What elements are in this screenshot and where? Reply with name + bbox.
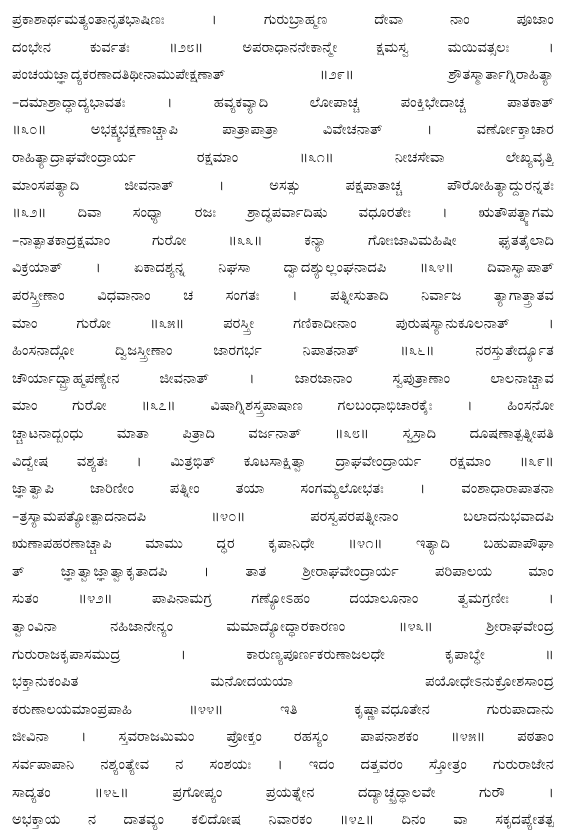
text-line: ಸಾದ್ಯತಂ ॥೪೬॥ ಪ್ರಗೋಪ್ಯಂ ಪ್ರಯತ್ನೇನ ದದ್ಯಾಚ್ಛ್ರದ್ಧಾಲವೇ ಗುರೌ । [12,783,554,801]
text-line: –ತ್ರಸ್ಯಾಮಪತ್ಯೋತ್ಪಾದನಾದಪಿ ॥೪೦॥ ಪರಸ್ವಪರಪತ್ನೀನಾಂ ಬಲಾದನುಭವಾದಪಿ [12,507,554,525]
text-line: ದಂಭೇನ ಕುರ್ವತಃ ॥೨೮॥ ಅಪರಾಧಾನನೇಕಾನ್ಮೇ ಕ್ಷಮಸ್ವ ಮಯಿವತ್ಸಲಃ । [12,38,554,56]
text-line: ಗುರುರಾಜಕೃಪಾಸಮುದ್ರ । ಕಾರುಣ್ಯಪೂರ್ಣಕರುಣಾಜಲಧೇ ಕೃಪಾಬ್ಧೇ ॥ [12,645,554,663]
text-line: ರಾಹಿತ್ಯಾದ್ರಾಘವೇಂದ್ರಾರ್ಯ ರಕ್ಷಮಾಂ ॥೩೧॥ ನೀಚಸೇವಾ ಲೇಖ್ಯವೃತ್ತಿ [12,148,554,166]
text-line: ವಿಕ್ರಯಾತ್ । ಏಕಾದಶ್ಯನ್ನ ನಿಘಸಾ ದ್ವಾದಶ್ಯುಲ್ಲಂಘನಾದಪಿ ॥೩೪॥ ದಿವಾಸ್ವಾಪಾತ್ [12,259,554,277]
text-line: ಚ್ಚಾಟನಾದ್ಬಂಧು ಮಾತಾ ಪಿತ್ರಾದಿ ವರ್ಜನಾತ್ ॥೩೮॥ ಸ್ವಸ್ರಾದಿ ದೂಷಣಾತ್ಪತ್ನೀಪತಿ [12,424,554,442]
text-line: ಪ್ರಕಾಶಾರ್ಥಮತ್ಯಂತಾನೃತಭಾಷಿಣಃ । ಗುರುಬ್ರಾಹ್ಮಣ ದೇವಾ ನಾಂ ಪೂಜಾಂ [12,11,554,28]
text-line: ಜೀವಿನಾ । ಸ್ತವರಾಜಮಿಮಂ ಪ್ರೋಕ್ತಂ ರಹಸ್ಯಂ ಪಾಪನಾಶಕಂ ॥೪೫॥ ಪಠತಾಂ [12,728,554,746]
text-line: ತ್ವಾಂವಿನಾ ನಹಿಜಾನೇನ್ಯಂ ಮಮಾದ್ಯೋದ್ಧಾರಕಾರಣಂ ॥೪೩॥ ಶ್ರೀರಾಘವೇಂದ್ರ [12,618,554,636]
text-line: ಮಾಂ ಗುರೋ ॥೩೫॥ ಪರಸ್ತ್ರೀ ಗಣಿಕಾದೀನಾಂ ಪುರುಷಸ್ಯಾನುಕೂಲನಾತ್ । [12,314,554,332]
text-line: ಪರಸ್ತ್ರೀಣಾಂ ವಿಧವಾನಾಂ ಚ ಸಂಗತಃ । ಪತ್ನೀಸುತಾದಿ ನಿರ್ವಾಜ ತ್ಯಾಗಾತ್ತ್ರಾತವ [12,286,554,304]
text-line: ಹಿಂಸನಾದ್ಗೋ ದ್ವಿಜಸ್ತ್ರೀಣಾಂ ಜಾರಗರ್ಭ ನಿಪಾತನಾತ್ ॥೩೬॥ ನರಸ್ತುತೇರ್ದ್ಯೂತ [12,342,554,360]
stotra-text-block [12,6,554,834]
text-line: ಚೌರ್ಯಾದ್ಬ್ರಾಹ್ಮಪಣ್ಯೇನ ಜೀವನಾತ್ । ಜಾರಜಾನಾಂ ಸ್ವಪುತ್ರಾಣಾಂ ಲಾಲನಾಚ್ಚಾವ [12,369,554,387]
text-line: ಸರ್ವಪಾಪಾನಿ ನಶ್ಯಂತ್ಯೇವ ನ ಸಂಶಯಃ । ಇದಂ ದತ್ತವರಂ ಸ್ತೋತ್ರಂ ಗುರುರಾಜೇನ [12,756,554,774]
text-line: ವಿದ್ವೇಷ ವಶ್ಯತಃ । ಮಿತ್ರಭಿತ್ ಕೂಟಸಾಕ್ಷಿತ್ವಾ ದ್ರಾಘವೇಂದ್ರಾರ್ಯ ರಕ್ಷಮಾಂ ॥೩೯॥ [12,452,554,470]
text-line: ॥೩೦॥ ಅಭಕ್ಷ್ಯಭಕ್ಷಣಾಚ್ಚಾಪಿ ಪಾತ್ರಾಪಾತ್ರಾ ವಿವೇಚನಾತ್ । ವರ್ಣೋಕ್ತಾಚಾರ [12,121,554,139]
text-line: ಪಂಚಯಜ್ಞಾದ್ಯಕರಣಾದತಿಥೀನಾಮುಪೇಕ್ಷಣಾತ್ ॥೨೯॥ ಶ್ರೌತಸ್ಮಾರ್ತಾಗ್ನಿರಾಹಿತ್ಯಾ [12,66,554,84]
text-line: –ನಾತ್ಪಾತಕಾದ್ರಕ್ಷಮಾಂ ಗುರೋ ॥೩೩॥ ಕನ್ಯಾ ಗೋಃಜಾವಿಮಹಿಷೀ ಘೃತತೈಲಾದಿ [12,231,554,249]
text-line: ॥೩೨॥ ದಿವಾ ಸಂಧ್ಯಾ ರಜಃ ಶ್ರಾದ್ಧಪರ್ವಾದಿಷು ವಧೂರತೇಃ । ಋತೌಪತ್ನ್ಯಾಗಮ [12,204,554,222]
text-line: ಋಣಾಪಹರಣಾಚ್ಚಾಪಿ ಮಾಮು ದ್ಧರ ಕೃಪಾನಿಧೇ ॥೪೧॥ ಇತ್ಯಾದಿ ಬಹುಪಾಪೌಘಾ [12,535,554,553]
text-line: ಅಭಕ್ತಾಯ ನ ದಾತವ್ಯಂ ಕಲಿದೋಷ ನಿವಾರಕಂ ॥೪೭॥ ದಿನಂ ವಾ ಸಕೃದಪ್ಯೇತತ್ಪ [12,811,554,829]
text-line: ಸುತಂ ॥೪೨॥ ಪಾಪಿನಾಮಗ್ರ ಗಣ್ಯೋಽಹಂ ದಯಾಲೂನಾಂ ತ್ವಮಗ್ರಣೀಃ । [12,590,554,608]
text-line: –ದಮಾಶ್ರಾದ್ಧಾದ್ಯಭಾವತಃ । ಹವ್ಯಕವ್ಯಾದಿ ಲೋಪಾಚ್ಚ ಪಂಕ್ತಿಭೇದಾಚ್ಚ ಪಾತಕಾತ್ [12,93,554,111]
text-line: ಜ್ಞಾತ್ವಾಪಿ ಜಾರಿಣೀಂ ಪತ್ನೀಂ ತಯಾ ಸಂಗಮ್ಯಲೋಭತಃ । ವಂಶಾಧಾರಾಪಾತನಾ [12,480,554,498]
text-line: ಮಾಂ ಗುರೋ ॥೩೭॥ ವಿಷಾಗ್ನಿಶಸ್ತ್ರಪಾಷಾಣ ಗಲಬಂಧಾಭಿಚಾರಕೈಃ । ಹಿಂಸನೋ [12,397,554,415]
text-line: ಕರುಣಾಲಯಮಾಂಪ್ರಪಾಹಿ ॥೪೪॥ ಇತಿ ಕೃಷ್ಣಾವಧೂತೇನ ಗುರುಪಾದಾನು [12,700,554,718]
text-line: ಭಕ್ತಾನುಕಂಪಿತ ಮನೋದಯಯಾ ಪಯೋಧೇಽನುಕ್ರೋಶಸಾಂದ್ರ [12,673,554,691]
text-line: ತ್ ಜ್ಞಾತ್ವಾಜ್ಞಾತ್ವಾಕೃತಾದಪಿ । ತಾತ ಶ್ರೀರಾಘವೇಂದ್ರಾರ್ಯ ಪರಿಪಾಲಯ ಮಾಂ [12,562,554,580]
text-line: ಮಾಂಸಪತ್ಯಾದಿ ಜೀವನಾತ್ । ಅಸತ್ಸು ಪಕ್ಷಪಾತಾಚ್ಚ ಪೌರೋಹಿತ್ಯಾದ್ದುರನ್ನತಃ [12,176,554,194]
